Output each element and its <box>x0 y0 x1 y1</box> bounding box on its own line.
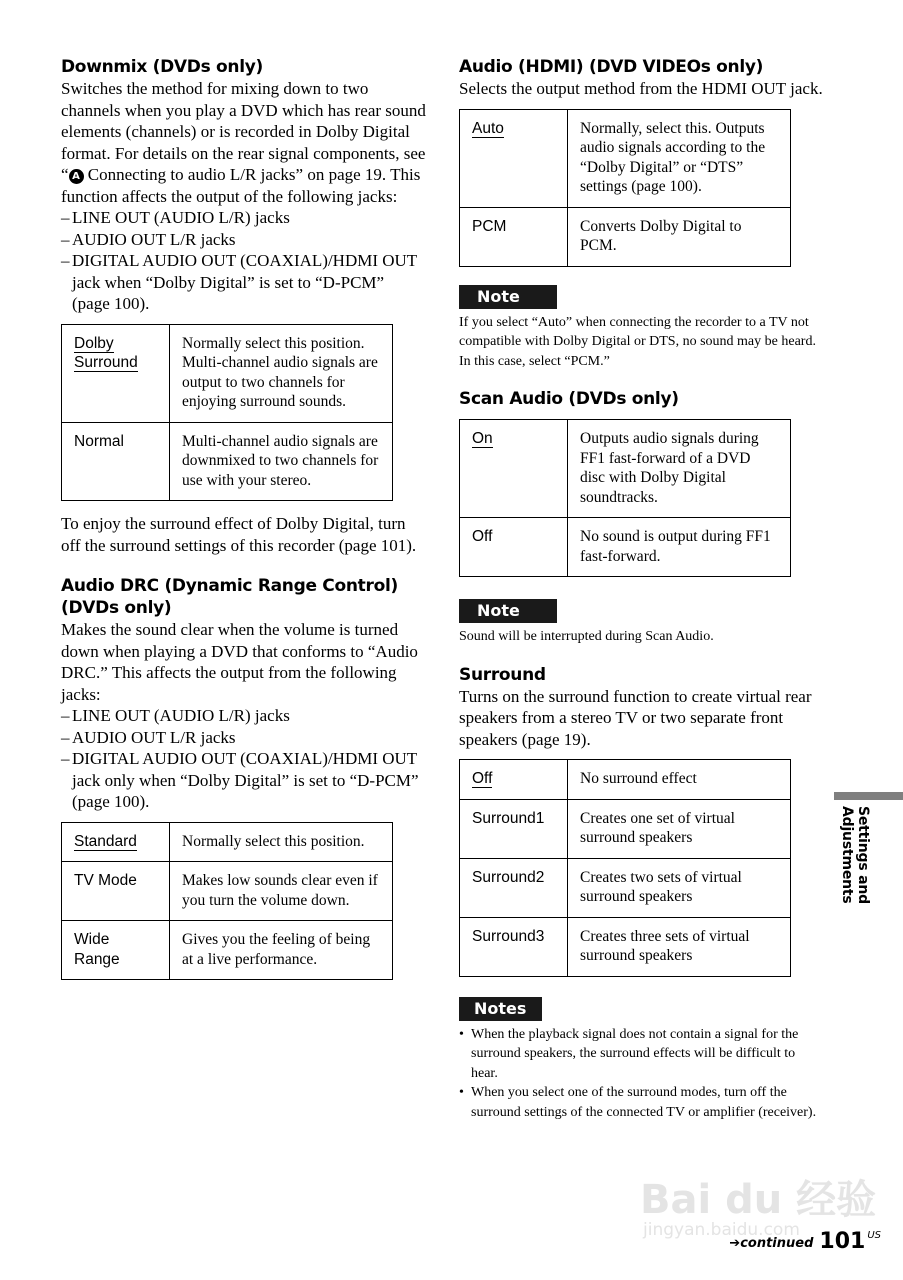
option-key-cell <box>62 422 170 501</box>
drc-jack-list <box>61 705 426 813</box>
option-key-cell <box>460 109 568 207</box>
jack-list-text: DIGITAL AUDIO OUT (COAXIAL)/HDMI OUT jack when “Dolby Digital” is set to “D-PCM” (page 100). <box>72 251 417 313</box>
continued-text: continued <box>740 1236 814 1251</box>
jack-list-text: LINE OUT (AUDIO L/R) jacks <box>72 208 290 227</box>
option-key-cell <box>62 862 170 921</box>
bullet-marker: • <box>459 1085 464 1100</box>
option-desc-cell: Normally, select this. Outputs audio signals according to the “Dolby Digital” or “DTS” settings (page 100). <box>568 109 791 207</box>
option-row <box>460 799 791 858</box>
jack-list-text: AUDIO OUT L/R jacks <box>72 727 236 747</box>
dash-marker: – <box>61 727 70 747</box>
jack-list-item <box>61 229 426 251</box>
downmix-body <box>61 78 426 207</box>
jack-list-text: LINE OUT (AUDIO L/R) jacks <box>72 706 290 725</box>
drc-options-table <box>61 822 393 981</box>
option-key-cell <box>460 917 568 976</box>
option-key: Surround2 <box>472 868 545 886</box>
page-region: US <box>867 1230 881 1241</box>
option-key-default: Auto <box>472 119 504 137</box>
option-desc-cell: Creates one set of virtual surround speakers <box>568 799 791 858</box>
option-key-cell <box>460 420 568 518</box>
section-side-label: Settings and Adjustments <box>839 806 871 904</box>
option-key-cell <box>460 858 568 917</box>
downmix-title: Downmix (DVDs only) <box>61 57 263 77</box>
option-row <box>62 921 393 980</box>
continued-label <box>729 1236 813 1251</box>
option-key-default: On <box>472 430 493 447</box>
option-row <box>460 858 791 917</box>
surround-notes-list <box>459 1025 824 1123</box>
option-desc-cell: Creates two sets of virtual surround speakers <box>568 858 791 917</box>
option-key: Normal <box>74 432 124 450</box>
option-desc-cell: Creates three sets of virtual surround speakers <box>568 917 791 976</box>
option-key-default: Standard <box>74 832 137 850</box>
option-desc-cell: Multi-channel audio signals are downmixed to two channels for use with your stereo. <box>170 422 393 501</box>
option-desc-cell: Makes low sounds clear even if you turn the volume down. <box>170 862 393 921</box>
note-badge: Note <box>459 285 557 309</box>
option-row <box>460 518 791 577</box>
jack-list-text: DIGITAL AUDIO OUT (COAXIAL)/HDMI OUT jack only when “Dolby Digital” is set to “D-PCM” (page 100). <box>72 749 419 811</box>
option-key-cell <box>62 324 170 422</box>
option-key-cell <box>460 207 568 266</box>
dash-marker: – <box>61 706 70 725</box>
option-row <box>62 822 393 862</box>
option-key: Surround3 <box>472 927 545 945</box>
dash-marker: – <box>61 208 70 227</box>
option-key: Off <box>472 528 493 545</box>
drc-title: Audio DRC (Dynamic Range Control) (DVDs only) <box>61 576 398 618</box>
downmix-body-part2: Connecting to audio L/R jacks” on page 19. This function affects the output of the following jacks: <box>61 165 421 206</box>
option-desc-cell: No surround effect <box>568 760 791 800</box>
note-item <box>459 1025 824 1084</box>
option-key-cell <box>460 760 568 800</box>
downmix-options-table <box>61 324 393 502</box>
option-key: Wide Range <box>74 931 120 968</box>
option-desc-cell: Normally select this position. Multi-channel audio signals are output to two channels for enjoying surround sounds. <box>170 324 393 422</box>
drc-body: Makes the sound clear when the volume is turned down when playing a DVD that conforms to “Audio DRC.” This affects the output from the following jacks: <box>61 620 418 704</box>
dash-marker: – <box>61 251 70 270</box>
option-row <box>460 420 791 518</box>
page-number: 101 <box>819 1229 866 1254</box>
downmix-after-text: To enjoy the surround effect of Dolby Digital, turn off the surround settings of this recorder (page 101). <box>61 514 417 555</box>
option-key: Surround1 <box>472 809 545 827</box>
note-item-text: When the playback signal does not contain a signal for the surround speakers, the surround effects will be difficult to hear. <box>471 1026 799 1081</box>
option-row <box>62 422 393 501</box>
option-key-cell <box>460 799 568 858</box>
hdmi-title: Audio (HDMI) (DVD VIDEOs only) <box>459 57 764 77</box>
page-footer <box>729 1230 881 1254</box>
dash-marker: – <box>61 229 70 249</box>
option-desc-cell: Gives you the feeling of being at a live performance. <box>170 921 393 980</box>
option-key-default: Dolby Surround <box>74 334 138 371</box>
circle-a-icon: A <box>69 169 84 184</box>
watermark-logo: Bai du 经验 <box>640 1177 877 1223</box>
option-row <box>62 862 393 921</box>
jack-list-item <box>61 705 426 727</box>
jack-list-item <box>61 207 426 229</box>
option-row <box>62 324 393 422</box>
option-key-cell <box>62 822 170 862</box>
downmix-jack-list <box>61 207 426 315</box>
left-column <box>61 56 426 992</box>
arrow-right-icon: ➔ <box>729 1236 741 1251</box>
option-key: PCM <box>472 217 507 235</box>
dash-marker: – <box>61 749 70 768</box>
surround-options-table <box>459 759 791 977</box>
right-column <box>459 56 824 1122</box>
option-row <box>460 760 791 800</box>
watermark-url: jingyan.baidu.com <box>643 1220 800 1240</box>
note-item-text: When you select one of the surround modes, turn off the surround settings of the connected TV or amplifier (receiver). <box>471 1085 817 1120</box>
option-desc-cell: Outputs audio signals during FF1 fast-forward of a DVD disc with Dolby Digital soundtracks. <box>568 420 791 518</box>
option-desc-cell: Normally select this position. <box>170 822 393 862</box>
option-key-cell <box>62 921 170 980</box>
surround-title: Surround <box>459 664 546 685</box>
note-badge: Note <box>459 599 557 623</box>
bullet-marker: • <box>459 1026 464 1042</box>
scan-options-table <box>459 419 791 577</box>
jack-list-item <box>61 250 426 315</box>
option-row <box>460 109 791 207</box>
downmix-body-part1: Switches the method for mixing down to two channels when you play a DVD which has rear sound elements (channels) or is recorded in Dolby Digital format. For details on the rear signal components, see “ <box>61 79 426 184</box>
option-row <box>460 917 791 976</box>
note-item <box>459 1083 824 1122</box>
option-key-default: Off <box>472 770 493 787</box>
scan-title: Scan Audio (DVDs only) <box>459 389 679 409</box>
notes-badge: Notes <box>459 997 542 1021</box>
scan-note: Sound will be interrupted during Scan Audio. <box>459 629 714 644</box>
jack-list-item <box>61 748 426 813</box>
jack-list-text: AUDIO OUT L/R jacks <box>72 229 236 249</box>
option-row <box>460 207 791 266</box>
option-desc-cell: No sound is output during FF1 fast-forward. <box>568 518 791 577</box>
jack-list-item <box>61 727 426 749</box>
hdmi-body: Selects the output method from the HDMI OUT jack. <box>459 79 823 98</box>
option-key-cell <box>460 518 568 577</box>
option-key: TV Mode <box>74 872 137 889</box>
hdmi-options-table <box>459 109 791 267</box>
hdmi-note: If you select “Auto” when connecting the recorder to a TV not compatible with Dolby Digital or DTS, no sound may be heard. In this case, select “PCM.” <box>459 314 816 369</box>
option-desc-cell: Converts Dolby Digital to PCM. <box>568 207 791 266</box>
surround-body: Turns on the surround function to create virtual rear speakers from a stereo TV or two separate front speakers (page 19). <box>459 686 812 749</box>
section-tab-bar <box>834 792 903 800</box>
